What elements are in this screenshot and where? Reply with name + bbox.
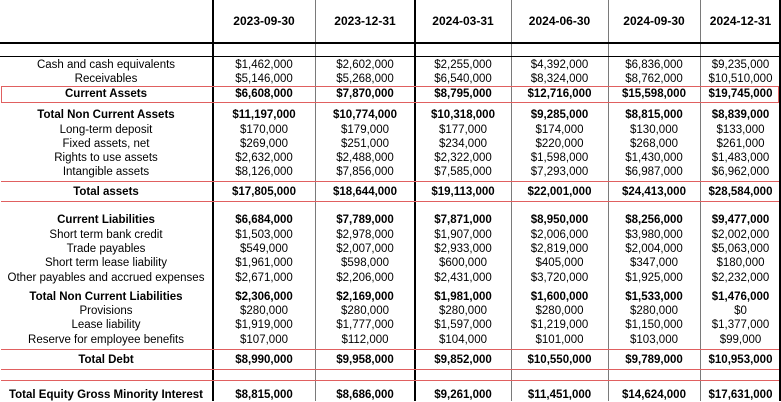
value-cell[interactable]: $6,540,000 (434, 73, 492, 85)
value-cell[interactable]: $2,632,000 (235, 152, 293, 164)
value-cell[interactable]: $174,000 (535, 124, 584, 136)
value-cell[interactable]: $9,958,000 (336, 354, 394, 366)
value-cell[interactable]: $10,318,000 (431, 109, 495, 121)
value-cell[interactable]: $8,762,000 (625, 73, 683, 85)
value-cell[interactable]: $10,550,000 (527, 354, 592, 366)
column-header[interactable]: 2023-12-31 (334, 14, 396, 28)
value-cell[interactable]: $1,377,000 (711, 319, 770, 331)
value-cell[interactable]: $5,063,000 (711, 243, 770, 255)
value-cell[interactable]: $24,413,000 (622, 186, 686, 198)
value-cell[interactable]: $1,907,000 (434, 229, 492, 241)
value-cell[interactable]: $1,925,000 (625, 272, 683, 284)
value-cell[interactable]: $8,950,000 (530, 214, 589, 226)
value-cell[interactable]: $2,933,000 (434, 243, 492, 255)
value-cell[interactable]: $8,126,000 (235, 166, 293, 178)
highlight-line (1, 369, 779, 370)
value-cell[interactable]: $1,150,000 (625, 319, 683, 331)
value-cell[interactable]: $103,000 (630, 334, 678, 346)
value-cell[interactable]: $3,720,000 (530, 272, 589, 284)
value-cell[interactable]: $10,953,000 (708, 354, 773, 366)
value-cell[interactable]: $9,477,000 (711, 214, 770, 226)
table-row (0, 123, 781, 137)
value-cell[interactable]: $234,000 (439, 138, 487, 150)
table-row (0, 256, 781, 270)
value-cell[interactable]: $2,007,000 (336, 243, 394, 255)
value-cell[interactable]: $7,870,000 (336, 88, 394, 100)
value-cell[interactable]: $280,000 (341, 305, 389, 317)
table-row (0, 271, 781, 285)
row-label[interactable]: Total Equity Gross Minority Interest (8, 389, 204, 401)
value-cell[interactable]: $1,777,000 (336, 319, 394, 331)
row-label[interactable]: Fixed assets, net (62, 138, 150, 150)
row-label[interactable]: Other payables and accrued expenses (7, 272, 205, 284)
row-label[interactable]: Lease liability (71, 319, 141, 331)
table-row (0, 353, 781, 367)
row-label[interactable]: Short term lease liability (44, 257, 168, 269)
value-cell[interactable]: $133,000 (716, 124, 765, 136)
value-cell[interactable]: $1,961,000 (235, 257, 293, 269)
highlight-line (1, 181, 779, 182)
value-cell[interactable]: $2,006,000 (530, 229, 589, 241)
value-cell[interactable]: $2,322,000 (434, 152, 492, 164)
value-cell[interactable]: $7,585,000 (434, 166, 492, 178)
column-header[interactable]: 2024-09-30 (623, 14, 685, 28)
value-cell[interactable]: $2,306,000 (235, 291, 293, 303)
value-cell[interactable]: $4,392,000 (530, 59, 589, 71)
row-label[interactable]: Total Non Current Liabilities (29, 291, 183, 303)
value-cell[interactable]: $5,268,000 (336, 73, 394, 85)
value-cell[interactable]: $1,430,000 (625, 152, 683, 164)
row-label[interactable]: Intangible assets (62, 166, 150, 178)
value-cell[interactable]: $6,684,000 (235, 214, 293, 226)
value-cell[interactable]: $7,789,000 (336, 214, 394, 226)
value-cell[interactable]: $3,980,000 (625, 229, 683, 241)
value-cell[interactable]: $280,000 (630, 305, 678, 317)
table-row (0, 388, 781, 402)
row-label[interactable]: Total assets (73, 186, 139, 198)
value-cell[interactable]: $2,206,000 (336, 272, 394, 284)
row-label[interactable]: Trade payables (66, 243, 146, 255)
value-cell[interactable]: $8,795,000 (434, 88, 492, 100)
value-cell[interactable]: $6,836,000 (625, 59, 683, 71)
value-cell[interactable]: $99,000 (719, 334, 762, 346)
value-cell[interactable]: $177,000 (439, 124, 487, 136)
value-cell[interactable]: $2,255,000 (434, 59, 492, 71)
table-row (0, 228, 781, 242)
value-cell[interactable]: $5,146,000 (235, 73, 293, 85)
value-cell[interactable]: $2,819,000 (530, 243, 589, 255)
highlight-line (1, 349, 779, 350)
value-cell[interactable]: $2,671,000 (235, 272, 293, 284)
value-cell[interactable]: $10,510,000 (708, 73, 773, 85)
value-cell[interactable]: $1,483,000 (711, 152, 770, 164)
table-row (0, 333, 781, 347)
value-cell[interactable]: $1,598,000 (530, 152, 589, 164)
value-cell[interactable]: $9,852,000 (434, 354, 492, 366)
value-cell[interactable]: $8,256,000 (625, 214, 683, 226)
value-cell[interactable]: $15,598,000 (622, 88, 686, 100)
value-cell[interactable]: $280,000 (439, 305, 487, 317)
table-row (0, 151, 781, 165)
value-cell[interactable]: $19,113,000 (431, 186, 495, 198)
value-cell[interactable]: $170,000 (240, 124, 288, 136)
row-label[interactable]: Total Debt (78, 354, 134, 366)
table-row (0, 318, 781, 332)
value-cell[interactable]: $1,462,000 (235, 59, 293, 71)
value-cell[interactable]: $17,805,000 (232, 186, 296, 198)
value-cell[interactable]: $2,232,000 (711, 272, 770, 284)
table-row (0, 213, 781, 227)
value-cell[interactable]: $179,000 (341, 124, 389, 136)
value-cell[interactable]: $14,624,000 (622, 389, 686, 401)
row-label[interactable]: Short term bank credit (49, 229, 163, 241)
table-row (0, 137, 781, 151)
value-cell[interactable]: $18,644,000 (333, 186, 397, 198)
value-cell[interactable]: $22,001,000 (527, 186, 592, 198)
value-cell[interactable]: $9,261,000 (434, 389, 492, 401)
value-cell[interactable]: $1,981,000 (434, 291, 492, 303)
value-cell[interactable]: $2,169,000 (336, 291, 394, 303)
value-cell[interactable]: $269,000 (240, 138, 288, 150)
header-divider (0, 42, 781, 44)
value-cell[interactable]: $347,000 (630, 257, 678, 269)
value-cell[interactable]: $220,000 (535, 138, 584, 150)
value-cell[interactable]: $2,002,000 (711, 229, 770, 241)
value-cell[interactable]: $7,856,000 (336, 166, 394, 178)
table-row (0, 165, 781, 179)
value-cell[interactable]: $8,990,000 (235, 354, 293, 366)
value-cell[interactable]: $268,000 (630, 138, 678, 150)
value-cell[interactable]: $11,197,000 (232, 109, 296, 121)
value-cell[interactable]: $107,000 (240, 334, 288, 346)
value-cell[interactable]: $1,600,000 (530, 291, 589, 303)
column-header[interactable]: 2023-09-30 (233, 14, 295, 28)
value-cell[interactable]: $251,000 (341, 138, 389, 150)
highlight-line (1, 380, 779, 381)
table-row (0, 185, 781, 199)
value-cell[interactable]: $10,774,000 (333, 109, 397, 121)
value-cell[interactable]: $112,000 (341, 334, 389, 346)
value-cell[interactable]: $549,000 (240, 243, 288, 255)
value-cell[interactable]: $6,987,000 (625, 166, 683, 178)
value-cell[interactable]: $1,503,000 (235, 229, 293, 241)
table-row (0, 87, 781, 101)
value-cell[interactable]: $2,978,000 (336, 229, 394, 241)
value-cell[interactable]: $0 (734, 305, 747, 317)
value-cell[interactable]: $600,000 (439, 257, 487, 269)
header-divider (0, 56, 781, 57)
row-label[interactable]: Receivables (74, 73, 138, 85)
value-cell[interactable]: $7,871,000 (434, 214, 492, 226)
value-cell[interactable]: $12,716,000 (527, 88, 592, 100)
value-cell[interactable]: $6,962,000 (711, 166, 770, 178)
value-cell[interactable]: $280,000 (535, 305, 584, 317)
value-cell[interactable]: $9,789,000 (625, 354, 683, 366)
value-cell[interactable]: $1,919,000 (235, 319, 293, 331)
value-cell[interactable]: $2,431,000 (434, 272, 492, 284)
value-cell[interactable]: $17,631,000 (708, 389, 773, 401)
value-cell[interactable]: $1,219,000 (530, 319, 589, 331)
value-cell[interactable]: $6,608,000 (235, 88, 293, 100)
row-label[interactable]: Rights to use assets (54, 152, 158, 164)
value-cell[interactable]: $598,000 (341, 257, 389, 269)
value-cell[interactable]: $8,839,000 (711, 109, 770, 121)
row-label[interactable]: Reserve for employee benefits (28, 334, 184, 346)
column-header[interactable]: 2024-12-31 (709, 14, 772, 28)
value-cell[interactable]: $9,235,000 (711, 59, 770, 71)
table-row (0, 242, 781, 256)
value-cell[interactable]: $2,602,000 (336, 59, 394, 71)
value-cell[interactable]: $1,533,000 (625, 291, 683, 303)
row-label[interactable]: Current Liabilities (57, 214, 155, 226)
value-cell[interactable]: $8,324,000 (530, 73, 589, 85)
value-cell[interactable]: $1,597,000 (434, 319, 492, 331)
value-cell[interactable]: $8,815,000 (625, 109, 683, 121)
value-cell[interactable]: $101,000 (535, 334, 584, 346)
value-cell[interactable]: $180,000 (716, 257, 765, 269)
row-label[interactable]: Cash and cash equivalents (36, 59, 176, 71)
table-row (0, 58, 781, 72)
column-header[interactable]: 2024-06-30 (528, 14, 591, 28)
value-cell[interactable]: $104,000 (439, 334, 487, 346)
row-label[interactable]: Current Assets (64, 88, 148, 100)
highlight-line (1, 201, 779, 202)
value-cell[interactable]: $2,004,000 (625, 243, 683, 255)
value-cell[interactable]: $19,745,000 (708, 88, 773, 100)
table-row (0, 304, 781, 318)
value-cell[interactable]: $7,293,000 (530, 166, 589, 178)
value-cell[interactable]: $8,686,000 (336, 389, 394, 401)
table-row (0, 108, 781, 122)
row-label[interactable]: Long-term deposit (59, 124, 153, 136)
value-cell[interactable]: $261,000 (716, 138, 765, 150)
value-cell[interactable]: $11,451,000 (527, 389, 592, 401)
value-cell[interactable]: $405,000 (535, 257, 584, 269)
row-label[interactable]: Provisions (79, 305, 133, 317)
value-cell[interactable]: $1,476,000 (711, 291, 770, 303)
table-row (0, 290, 781, 304)
value-cell[interactable]: $280,000 (240, 305, 288, 317)
table-row (0, 72, 781, 86)
value-cell[interactable]: $8,815,000 (235, 389, 293, 401)
value-cell[interactable]: $130,000 (630, 124, 678, 136)
value-cell[interactable]: $28,584,000 (708, 186, 773, 198)
row-label[interactable]: Total Non Current Assets (37, 109, 175, 121)
value-cell[interactable]: $2,488,000 (336, 152, 394, 164)
value-cell[interactable]: $9,285,000 (530, 109, 589, 121)
column-header[interactable]: 2024-03-31 (432, 14, 494, 28)
